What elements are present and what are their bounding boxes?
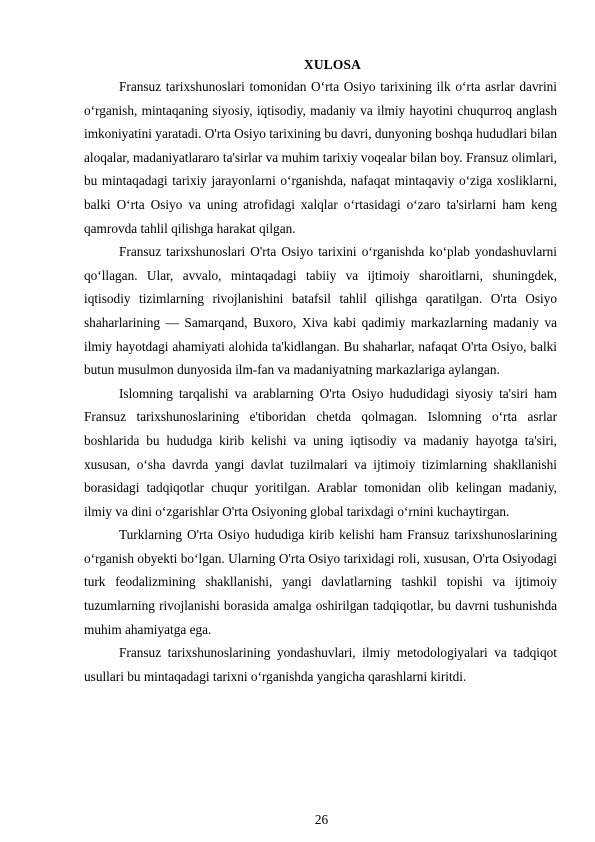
- document-page: [84, 54, 557, 688]
- paragraph: Fransuz tarixshunoslari O'rta Osiyo tarixini o‘rganishda ko‘plab yondashuvlarni qo‘llagan. Ular, avvalo, mintaqadagi tabiiy va ijtimoiy sharoitlarni, shuningdek, iqtisodiy tizimlarning rivojlanishini batafsil tahlil qilishga qaratilgan. O'rta Osiyo shaharlarining — Samarqand, Buxoro, Xiva kabi qadimiy markazlarning madaniy va ilmiy hayotdagi ahamiyati alohida ta'kidlangan. Bu shaharlar, nafaqat O'rta Osiyo, balki butun musulmon dunyosida ilm-fan va madaniyatning markazlariga aylangan.: [84, 244, 557, 378]
- paragraph: Islomning tarqalishi va arablarning O'rta Osiyo hududidagi siyosiy ta'siri ham Fransuz tarixshunoslarining e'tiboridan chetda qolmagan. Islomning o‘rta asrlar boshlarida bu hududga kirib kelishi va uning iqtisodiy va madaniy hayotga ta'siri, xususan, o‘sha davrda yangi davlat tuzilmalari va ijtimoiy tizimlarning shakllanishi borasidagi tadqiqotlar chuqur yoritilgan. Arablar tomonidan olib kelingan madaniy, ilmiy va dini o‘zgarishlar O'rta Osiyoning global tarixdagi o‘rnini kuchaytirgan.: [84, 385, 557, 519]
- section-heading: XULOSA: [303, 57, 361, 72]
- paragraph: Turklarning O'rta Osiyo hududiga kirib kelishi ham Fransuz tarixshunoslarining o‘rganish obyekti bo‘lgan. Ularning O'rta Osiyo tarixidagi roli, xususan, O'rta Osiyodagi turk feodalizmining shakllanishi, yangi davlatlarning tashkil topishi va ijtimoiy tuzumlarning rivojlanishi borasida amalga oshirilgan tadqiqotlar, bu davrni tushunishda muhim ahamiyatga ega.: [84, 527, 557, 637]
- page-number: 26: [314, 812, 329, 827]
- paragraph: Fransuz tarixshunoslarining yondashuvlari, ilmiy metodologiyalari va tadqiqot usullari bu mintaqadagi tarixni o‘rganishda yangicha qarashlarni kiritdi.: [84, 645, 557, 684]
- paragraph: Fransuz tarixshunoslari tomonidan O‘rta Osiyo tarixining ilk o‘rta asrlar davrini o‘rganish, mintaqaning siyosiy, iqtisodiy, madaniy va ilmiy hayotini chuqurroq anglash imkoniyatini yaratadi. O'rta Osiyo tarixining bu davri, dunyoning boshqa hududlari bilan aloqalar, madaniyatlararo ta'sirlar va muhim tarixiy voqealar bilan boy. Fransuz olimlari, bu mintaqadagi tarixiy jarayonlarni o‘rganishda, nafaqat mintaqaviy o‘ziga xosliklarni, balki O‘rta Osiyo va uning atrofidagi xalqlar o‘rtasidagi o‘zaro ta'sirlarni ham keng qamrovda tahlil qilishga harakat qilgan.: [84, 79, 557, 236]
